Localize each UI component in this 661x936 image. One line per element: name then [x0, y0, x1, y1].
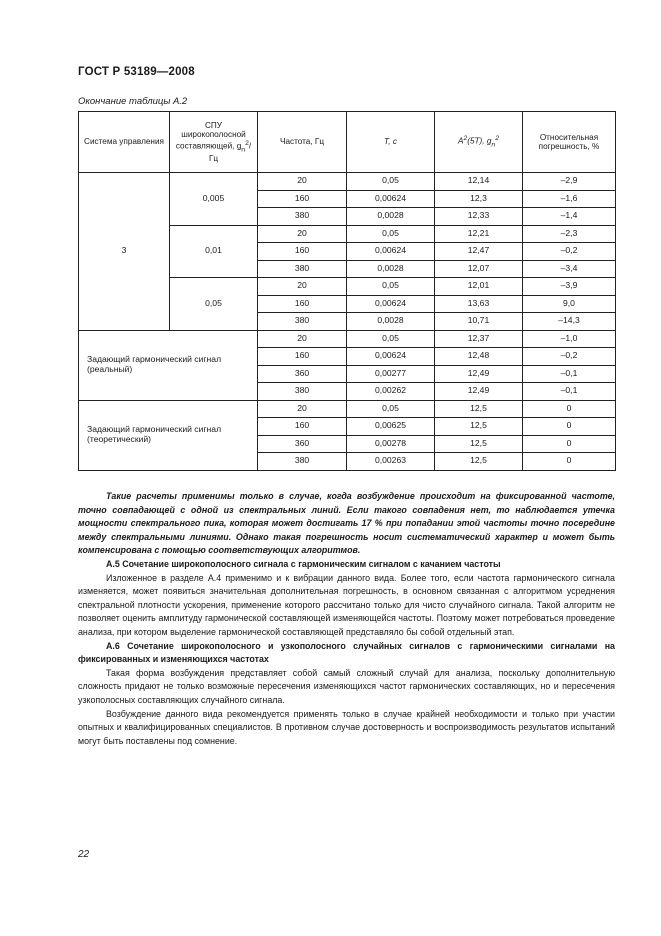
freq-cell: 20 — [258, 330, 347, 348]
a-cell: 12,5 — [435, 435, 523, 453]
err-cell: –1,6 — [523, 190, 616, 208]
data-table — [78, 111, 616, 471]
err-cell: 9,0 — [523, 295, 616, 313]
spu-cell: 0,005 — [170, 173, 258, 226]
a-cell: 12,37 — [435, 330, 523, 348]
t-cell: 0,00624 — [347, 243, 435, 261]
freq-cell: 160 — [258, 295, 347, 313]
real-signal-label: Задающий гармонический сигнал (реальный) — [79, 330, 258, 400]
t-cell: 0,0028 — [347, 208, 435, 226]
a-cell: 12,5 — [435, 418, 523, 436]
freq-cell: 380 — [258, 208, 347, 226]
col-control-system: Система управления — [79, 112, 170, 173]
t-cell: 0,00624 — [347, 295, 435, 313]
err-cell: –0,1 — [523, 383, 616, 401]
t-cell: 0,0028 — [347, 313, 435, 331]
t-cell: 0,05 — [347, 278, 435, 296]
a-cell: 12,3 — [435, 190, 523, 208]
freq-cell: 360 — [258, 435, 347, 453]
freq-cell: 380 — [258, 383, 347, 401]
control-system-cell: 3 — [79, 173, 170, 331]
t-cell: 0,00263 — [347, 453, 435, 471]
err-cell: –3,9 — [523, 278, 616, 296]
section-a6-text-2: Возбуждение данного вида рекомендуется применять только в случае крайней необходимости и только при участии опытных и квалифицированных специалистов. В противном случае достоверность и воспроизводимость результатов испытаний могут быть поставлены под сомнение. — [78, 708, 615, 746]
freq-cell: 160 — [258, 190, 347, 208]
table-row — [79, 400, 616, 418]
t-cell: 0,00278 — [347, 435, 435, 453]
freq-cell: 360 — [258, 365, 347, 383]
col-spu: СПУ широкополосной составляющей, $g_n^2/Гц$ — [170, 112, 258, 173]
t-cell: 0,00624 — [347, 190, 435, 208]
t-cell: 0,05 — [347, 330, 435, 348]
t-cell: 0,00625 — [347, 418, 435, 436]
err-cell: –0,2 — [523, 243, 616, 261]
note-paragraph: Такие расчеты применимы только в случае, когда возбуждение происходит на фиксированной частоте, точно совпадающей с одной из спектральных линий. Если такого совпадения нет, то наблюдается утечка мощности спектрального пика, которая может достигать 17 % при попадании этой частоты точно посередине между спектральными линиями. Однако такая погрешность носит систематический характер и может быть компенсирована с помощью соответствующих алгоритмов. — [78, 491, 615, 556]
freq-cell: 20 — [258, 400, 347, 418]
err-cell: –0,2 — [523, 348, 616, 366]
a-cell: 12,07 — [435, 260, 523, 278]
spu-cell: 0,01 — [170, 225, 258, 278]
a-cell: 10,71 — [435, 313, 523, 331]
err-cell: 0 — [523, 453, 616, 471]
t-cell: 0,05 — [347, 400, 435, 418]
col-frequency: Частота, Гц — [258, 112, 347, 173]
err-cell: 0 — [523, 435, 616, 453]
a-cell: 12,49 — [435, 383, 523, 401]
freq-cell: 380 — [258, 313, 347, 331]
section-a6-title: А.6 Сочетание широкополосного и узкополосного случайных сигналов с гармоническими сигналами на фиксированных и изменяющихся частотах — [78, 640, 615, 665]
theoretical-signal-label: Задающий гармонический сигнал (теоретический) — [79, 400, 258, 470]
err-cell: –3,4 — [523, 260, 616, 278]
freq-cell: 160 — [258, 348, 347, 366]
err-cell: 0 — [523, 418, 616, 436]
section-a6-text-1: Такая форма возбуждения представляет собой самый сложный случай для анализа, поскольку дополнительную сложность придают не только возможные пересечения изменяющихся частот гармонических составляющих, но и пересечения узкополосных составляющих случайного сигнала. — [78, 667, 615, 705]
section-a5-text: Изложенное в разделе А.4 применимо и к вибрации данного вида. Более того, если частота гармонического сигнала изменяется, может появиться значительная дополнительная погрешность, в основном связанная с алгоритмом усреднения спектральной плотности ускорения, применение которого рассчитано только для чисто случайного сигнала. Такой алгоритм не позволяет оценить амплитуду гармонической составляющей изменяющейся частоты. Поэтому может потребоваться проведение анализа, при котором выделение гармонической составляющей представляло бы собой отдельный этап. — [78, 572, 615, 637]
body-text — [78, 490, 615, 748]
freq-cell: 380 — [258, 260, 347, 278]
err-cell: 0 — [523, 400, 616, 418]
freq-cell: 160 — [258, 418, 347, 436]
page-number: 22 — [78, 849, 90, 860]
err-cell: –1,4 — [523, 208, 616, 226]
a-cell: 12,33 — [435, 208, 523, 226]
t-cell: 0,05 — [347, 173, 435, 191]
t-cell: 0,00262 — [347, 383, 435, 401]
err-cell: –2,9 — [523, 173, 616, 191]
t-cell: 0,05 — [347, 225, 435, 243]
t-cell: 0,00624 — [347, 348, 435, 366]
spu-cell: 0,05 — [170, 278, 258, 331]
col-a: $A^2(5T)$, $g_n^2$ — [435, 112, 523, 173]
t-cell: 0,0028 — [347, 260, 435, 278]
a-cell: 12,01 — [435, 278, 523, 296]
col-t: T, с — [347, 112, 435, 173]
err-cell: –14,3 — [523, 313, 616, 331]
freq-cell: 20 — [258, 173, 347, 191]
col-rel-error: Относительная погрешность, % — [523, 112, 616, 173]
err-cell: –1,0 — [523, 330, 616, 348]
a-cell: 12,5 — [435, 453, 523, 471]
a-cell: 12,5 — [435, 400, 523, 418]
freq-cell: 20 — [258, 278, 347, 296]
standard-header: ГОСТ Р 53189—2008 — [78, 66, 195, 78]
a-cell: 12,49 — [435, 365, 523, 383]
a-cell: 13,63 — [435, 295, 523, 313]
freq-cell: 380 — [258, 453, 347, 471]
table-caption: Окончание таблицы А.2 — [78, 96, 188, 107]
table-header-row — [79, 112, 616, 173]
t-cell: 0,00277 — [347, 365, 435, 383]
a-cell: 12,47 — [435, 243, 523, 261]
a-cell: 12,14 — [435, 173, 523, 191]
table-row — [79, 330, 616, 348]
table-row — [79, 173, 616, 191]
freq-cell: 160 — [258, 243, 347, 261]
err-cell: –2,3 — [523, 225, 616, 243]
freq-cell: 20 — [258, 225, 347, 243]
section-a5-title: А.5 Сочетание широкополосного сигнала с гармоническим сигналом с качанием частоты — [106, 558, 501, 569]
a-cell: 12,21 — [435, 225, 523, 243]
err-cell: –0,1 — [523, 365, 616, 383]
a-cell: 12,48 — [435, 348, 523, 366]
